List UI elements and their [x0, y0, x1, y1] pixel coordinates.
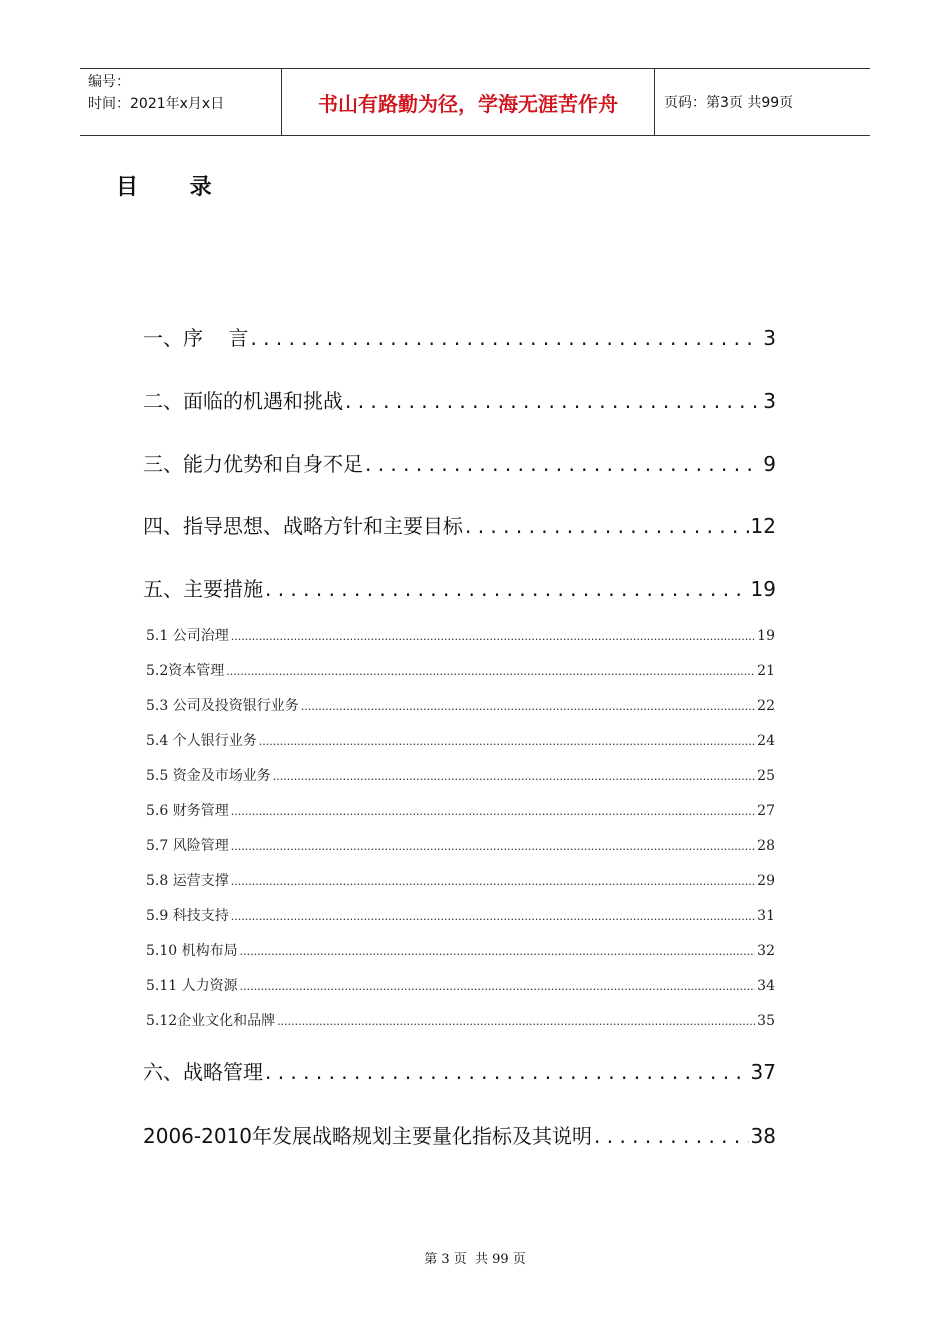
toc-entry[interactable]	[143, 322, 776, 351]
toc-leader-dots	[226, 663, 755, 679]
toc-subentry-page: 35	[757, 1013, 775, 1029]
page-header	[80, 68, 870, 136]
toc-leader-dots	[301, 698, 755, 714]
toc-entry-page: 9	[763, 452, 776, 476]
toc-subentry-label: 5.6 财务管理	[146, 803, 229, 819]
header-time-label: 时间：2021年x月x日	[88, 96, 225, 112]
toc-leader-dots	[250, 326, 761, 350]
header-page-info: 页码：第3页 共99页	[664, 95, 794, 111]
toc-subentry-page: 34	[757, 978, 775, 994]
page-footer: 第 3 页 共 99 页	[424, 1252, 526, 1267]
toc-subentry-label: 5.1 公司治理	[146, 628, 229, 644]
toc-entry-label: 四、指导思想、战略方针和主要目标	[143, 514, 463, 538]
toc-subentry-page: 31	[757, 908, 775, 924]
toc-subentry-label: 5.4 个人银行业务	[146, 733, 257, 749]
toc-leader-dots	[273, 768, 755, 784]
toc-entry-page: 12	[750, 514, 776, 538]
toc-leader-dots	[265, 1060, 749, 1084]
toc-subentry-label: 5.7 风险管理	[146, 838, 229, 854]
toc-subentry-page: 22	[757, 698, 775, 714]
toc-subentry-label: 5.2资本管理	[146, 663, 225, 679]
toc-subentry-page: 24	[757, 733, 775, 749]
header-motto: 书山有路勤为径，学海无涯苦作舟	[282, 69, 655, 135]
toc-subentry[interactable]	[146, 870, 775, 890]
toc-subentry-label: 5.12企业文化和品牌	[146, 1013, 276, 1029]
toc-leader-dots	[465, 514, 749, 538]
toc-subentry-page: 21	[757, 663, 775, 679]
toc-subentry[interactable]	[146, 835, 775, 855]
toc-subentry[interactable]	[146, 625, 775, 645]
toc-subentry-label: 5.11 人力资源	[146, 978, 238, 994]
toc-subentry[interactable]	[146, 660, 775, 680]
toc-subentry[interactable]	[146, 730, 775, 750]
toc-entry-page: 38	[750, 1124, 776, 1148]
toc-entry[interactable]	[143, 573, 776, 602]
toc-entry[interactable]	[143, 510, 776, 539]
toc-leader-dots	[231, 803, 755, 819]
toc-entry[interactable]	[143, 1056, 776, 1085]
toc-entry-label: 一、序 言	[143, 326, 249, 350]
toc-subentry[interactable]	[146, 800, 775, 820]
toc-subentry-page: 19	[757, 628, 775, 644]
toc-subentry[interactable]	[146, 940, 775, 960]
toc-subentry-page: 32	[757, 943, 775, 959]
toc-subentry-page: 28	[757, 838, 775, 854]
toc-title: 目 录	[116, 175, 234, 200]
toc-subentry-label: 5.8 运营支撑	[146, 873, 229, 889]
toc-entry-label: 五、主要措施	[143, 577, 263, 601]
toc-leader-dots	[345, 389, 761, 413]
toc-subentry-label: 5.3 公司及投资银行业务	[146, 698, 299, 714]
toc-leader-dots	[240, 943, 756, 959]
toc-entry[interactable]	[143, 1120, 776, 1149]
toc-entry-page: 3	[763, 326, 776, 350]
toc-leader-dots	[231, 838, 755, 854]
toc-subentry-label: 5.5 资金及市场业务	[146, 768, 271, 784]
toc-subentry[interactable]	[146, 1010, 775, 1030]
toc-entry-label: 2006-2010年发展战略规划主要量化指标及其说明	[143, 1124, 593, 1148]
toc-leader-dots	[240, 978, 756, 994]
toc-leader-dots	[594, 1124, 749, 1148]
toc-leader-dots	[231, 628, 755, 644]
toc-subentry[interactable]	[146, 765, 775, 785]
toc-entry[interactable]	[143, 448, 776, 477]
toc-subentry[interactable]	[146, 695, 775, 715]
toc-subentry[interactable]	[146, 905, 775, 925]
toc-leader-dots	[231, 908, 755, 924]
toc-entry-page: 19	[750, 577, 776, 601]
header-meta	[80, 69, 282, 135]
header-number-label: 编号：	[88, 74, 130, 90]
toc-subentry-page: 27	[757, 803, 775, 819]
toc-leader-dots	[259, 733, 755, 749]
toc-leader-dots	[231, 873, 755, 889]
toc-entry[interactable]	[143, 385, 776, 414]
toc-leader-dots	[277, 1013, 755, 1029]
toc-entry-page: 37	[750, 1060, 776, 1084]
toc-entry-label: 三、能力优势和自身不足	[143, 452, 363, 476]
toc-leader-dots	[365, 452, 761, 476]
toc-entry-label: 六、战略管理	[143, 1060, 263, 1084]
toc-subentry-label: 5.9 科技支持	[146, 908, 229, 924]
toc-leader-dots	[265, 577, 749, 601]
toc-subentry-page: 29	[757, 873, 775, 889]
toc-subentry-label: 5.10 机构布局	[146, 943, 238, 959]
toc-entry-page: 3	[763, 389, 776, 413]
toc-entry-label: 二、面临的机遇和挑战	[143, 389, 343, 413]
toc-subentry-page: 25	[757, 768, 775, 784]
toc-subentry[interactable]	[146, 975, 775, 995]
